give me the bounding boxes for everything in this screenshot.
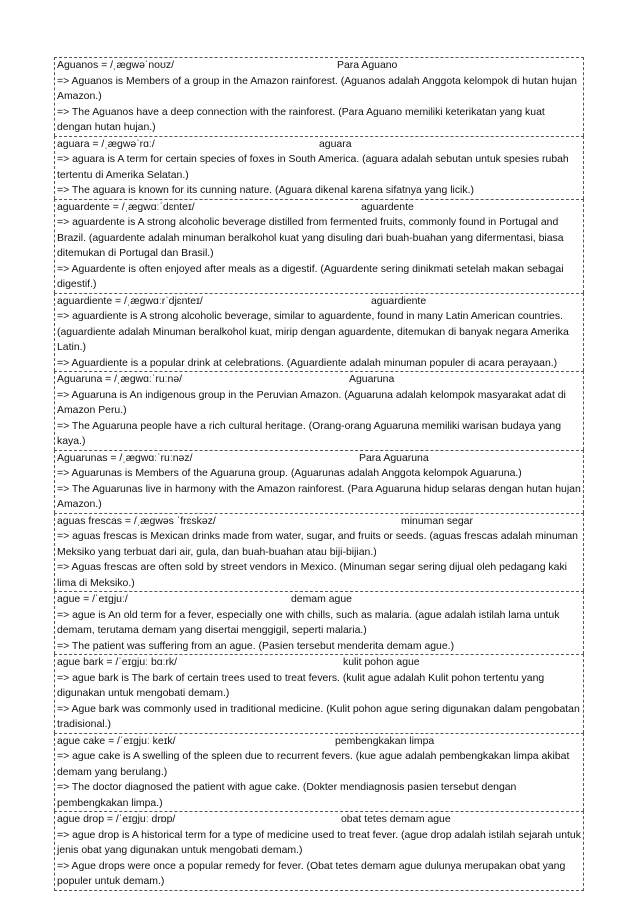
example-sentence: => Aguardiente is a popular drink at celebrations. (Aguardiente adalah minuman populer di acara perayaan.) xyxy=(57,357,558,369)
dictionary-entry xyxy=(54,450,584,513)
translation: aguara xyxy=(319,138,352,150)
translation: Aguaruna xyxy=(349,374,395,385)
entry-header xyxy=(57,200,581,216)
example-sentence: => Aguas frescas are often sold by street vendors in Mexico. (Minuman segar sering dijual oleh pedagang kaki lima di Meksiko.) xyxy=(57,562,567,589)
example-sentence: => Aguardente is often enjoyed after meals as a digestif. (Aguardente sering dinikmati setelah makan sebagai digestif.) xyxy=(57,263,564,290)
entry-header xyxy=(57,592,581,608)
translation: obat tetes demam ague xyxy=(341,814,451,825)
entry-header xyxy=(57,294,581,310)
entry-header xyxy=(57,812,581,828)
headword: aguardiente = /ˌæɡwɑːrˈdjɛnteɪ/ xyxy=(57,295,203,307)
dictionary-entry xyxy=(54,591,584,654)
headword: ague drop = /ˈeɪɡjuː drɒp/ xyxy=(57,814,176,825)
example-sentence: => The Aguaruna people have a rich cultural heritage. (Orang-orang Aguaruna memiliki warisan budaya yang kaya.) xyxy=(57,420,562,447)
dictionary-entry xyxy=(54,136,584,199)
definition: => aguardiente is A strong alcoholic beverage, similar to aguardente, found in many Latin American countries. (aguardiente adalah Minuman beralkohol kuat, mirip dengan aguardente, ditemukan di banyak negara Amerika Latin.) xyxy=(57,311,569,353)
entry-header xyxy=(57,655,581,671)
example-sentence: => The Aguanos have a deep connection with the rainforest. (Para Aguano memiliki keterikatan yang kuat dengan hutan hujan.) xyxy=(57,106,545,133)
headword: ague cake = /ˈeɪɡjuː keɪk/ xyxy=(57,735,176,747)
definition: => Aguarunas is Members of the Aguaruna group. (Aguarunas adalah Anggota kelompok Aguaruna.) xyxy=(57,468,522,479)
dictionary-entry xyxy=(54,371,584,450)
translation: kulit pohon ague xyxy=(343,657,420,668)
translation: Para Aguano xyxy=(337,60,398,71)
definition: => ague drop is A historical term for a type of medicine used to treat fever. (ague drop adalah istilah sejarah untuk jenis obat yang digunakan untuk mengobati demam.) xyxy=(57,829,581,856)
headword: Aguaruna = /ˌæɡwɑːˈruːnə/ xyxy=(57,374,183,385)
definition: => ague bark is The bark of certain trees used to treat fevers. (kulit ague adalah Kulit pohon tertentu yang digunakan untuk mengobati demam.) xyxy=(57,672,545,699)
definition: => aguara is A term for certain species of foxes in South America. (aguara adalah sebutan untuk spesies rubah tertentu di Amerika Selatan.) xyxy=(57,154,569,181)
entry-header xyxy=(57,58,581,74)
example-sentence: => Ague bark was commonly used in traditional medicine. (Kulit pohon ague sering digunakan dalam pengobatan tradisional.) xyxy=(57,703,580,730)
headword: ague = /ˈeɪɡjuː/ xyxy=(57,594,128,605)
translation: pembengkakan limpa xyxy=(335,735,435,747)
example-sentence: => The doctor diagnosed the patient with ague cake. (Dokter mendiagnosis pasien tersebut dengan pembengkakan limpa.) xyxy=(57,782,517,809)
definition: => ague cake is A swelling of the spleen due to recurrent fevers. (kue ague adalah pembengkakan limpa akibat demam yang berulang.) xyxy=(57,751,570,778)
entry-header xyxy=(57,514,581,530)
example-sentence: => The patient was suffering from an ague. (Pasien tersebut menderita demam ague.) xyxy=(57,640,455,652)
definition: => Aguanos is Members of a group in the Amazon rainforest. (Aguanos adalah Anggota kelompok di hutan hujan Amazon.) xyxy=(57,75,577,102)
definition: => aguardente is A strong alcoholic beverage distilled from fermented fruits, commonly found in Portugal and Brazil. (aguardente adalah minuman beralkohol kuat yang disuling dari buah-buahan yang difermentasi, biasa ditemukan di Portugal dan Brasil.) xyxy=(57,217,564,259)
headword: aguas frescas = /ˌæɡwəs ˈfrɛskəz/ xyxy=(57,515,216,527)
dictionary-entry xyxy=(54,57,584,136)
example-sentence: => Ague drops were once a popular remedy for fever. (Obat tetes demam ague dulunya merupakan obat yang populer untuk demam.) xyxy=(57,860,566,887)
translation: aguardente xyxy=(361,201,414,213)
translation: Para Aguaruna xyxy=(359,452,429,464)
translation: aguardiente xyxy=(371,295,427,307)
entry-header xyxy=(57,372,581,388)
headword: aguardente = /ˌæɡwɑːˈdɛnteɪ/ xyxy=(57,201,195,213)
entry-header xyxy=(57,734,581,750)
headword: ague bark = /ˈeɪɡjuː bɑːrk/ xyxy=(57,657,178,668)
dictionary-page xyxy=(54,57,584,891)
translation: demam ague xyxy=(291,594,352,605)
headword: aguara = /ˌæɡwəˈrɑː/ xyxy=(57,138,155,150)
dictionary-entry xyxy=(54,513,584,592)
headword: Aguanos = /ˌæɡwəˈnoʊz/ xyxy=(57,60,175,71)
entry-header xyxy=(57,451,581,467)
translation: minuman segar xyxy=(401,515,473,527)
dictionary-entry xyxy=(54,811,584,891)
definition: => ague is An old term for a fever, especially one with chills, such as malaria. (ague adalah istilah lama untuk demam, terutama demam yang disertai menggigil, seperti malaria.) xyxy=(57,609,560,636)
dictionary-entry xyxy=(54,733,584,812)
dictionary-entry xyxy=(54,293,584,372)
definition: => Aguaruna is An indigenous group in the Peruvian Amazon. (Aguaruna adalah kelompok masyarakat adat di Amazon Peru.) xyxy=(57,389,566,416)
example-sentence: => The aguara is known for its cunning nature. (Aguara dikenal karena sifatnya yang licik.) xyxy=(57,185,474,196)
dictionary-entry xyxy=(54,199,584,293)
entry-header xyxy=(57,137,581,153)
headword: Aguarunas = /ˌæɡwɑːˈruːnəz/ xyxy=(57,452,193,464)
definition: => aguas frescas is Mexican drinks made from water, sugar, and fruits or seeds. (aguas frescas adalah minuman Meksiko yang terbuat dari air, gula, dan buah-buahan atau biji-bijian.) xyxy=(57,531,578,558)
dictionary-entry xyxy=(54,654,584,733)
example-sentence: => The Aguarunas live in harmony with the Amazon rainforest. (Para Aguaruna hidup selaras dengan hutan hujan Amazon.) xyxy=(57,483,581,510)
